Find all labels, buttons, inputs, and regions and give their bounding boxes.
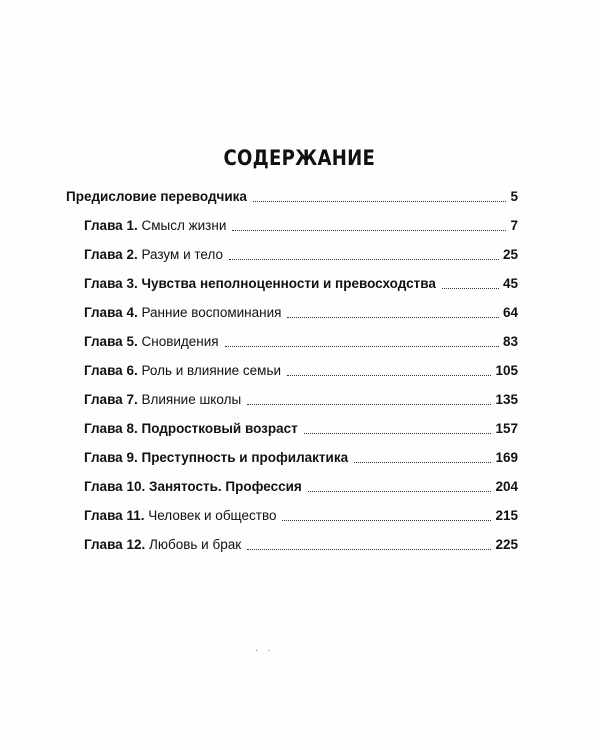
toc-entry-page: 204 [495, 479, 518, 494]
dot-leader [287, 317, 499, 318]
toc-entry-chapter-8 [84, 419, 518, 439]
toc-entry-title: Сновидения [141, 334, 219, 349]
toc-entry-chapter: Глава 1. [84, 218, 138, 233]
toc-entry-page: 105 [495, 363, 518, 378]
toc-entry-chapter: Глава 9. [84, 450, 138, 465]
toc-entry-title: Предисловие переводчика [66, 189, 247, 204]
page-title: СОДЕРЖАНИЕ [223, 146, 376, 170]
dot-leader [225, 346, 499, 347]
toc-entry-chapter: Глава 6. [84, 363, 138, 378]
toc-entry-page: 45 [502, 276, 518, 291]
toc-entry-chapter-1 [84, 216, 518, 236]
toc-entry-label [84, 245, 223, 265]
dot-leader [247, 549, 491, 550]
toc-entry-chapter: Глава 10. [84, 479, 146, 494]
toc-entry-label [84, 390, 241, 410]
toc-entry-title: Подростковый возраст [141, 421, 298, 436]
toc-entry-title: Преступность и профилактика [141, 450, 349, 465]
toc-entry-chapter-3 [84, 274, 518, 294]
dot-leader [442, 288, 499, 289]
toc-entry-page: 83 [502, 334, 518, 349]
toc-entry-chapter: Глава 12. [84, 537, 146, 552]
toc-entry-page: 169 [495, 450, 518, 465]
dot-leader [354, 462, 491, 463]
print-speck-mark: · · [255, 645, 274, 656]
toc-entry-title: Занятость. Профессия [148, 479, 302, 494]
toc-entry-title: Влияние школы [141, 392, 242, 407]
toc-entry-page: 225 [495, 537, 518, 552]
toc-entry-chapter: Глава 5. [84, 334, 138, 349]
toc-entry-page: 135 [495, 392, 518, 407]
toc-entry-page: 5 [510, 189, 518, 204]
toc-entry-preface [66, 187, 518, 207]
toc-entry-chapter-12 [84, 535, 518, 555]
toc-entry-title: Роль и влияние семьи [141, 363, 282, 378]
dot-leader [247, 404, 491, 405]
toc-entry-chapter-7 [84, 390, 518, 410]
toc-entry-page: 25 [502, 247, 518, 262]
dot-leader [304, 433, 492, 434]
toc-entry-label [84, 303, 281, 323]
toc-entry-chapter-4 [84, 303, 518, 323]
toc-entry-label [84, 448, 348, 468]
dot-leader [308, 491, 492, 492]
toc-entry-chapter-6 [84, 361, 518, 381]
toc-entry-chapter-11 [84, 506, 518, 526]
toc-entry-page: 215 [495, 508, 518, 523]
toc-entry-title: Разум и тело [141, 247, 223, 262]
toc-entry-page: 157 [495, 421, 518, 436]
toc-entry-page: 7 [510, 218, 518, 233]
toc-entry-label [84, 216, 226, 236]
toc-entry-chapter: Глава 11. [84, 508, 145, 523]
toc-entry-chapter-10 [84, 477, 518, 497]
toc-entry-title: Чувства неполноценности и превосходства [141, 276, 436, 291]
toc-entry-chapter-5 [84, 332, 518, 352]
toc-entry-title: Человек и общество [148, 508, 277, 523]
toc-entry-label [84, 361, 281, 381]
dot-leader [229, 259, 499, 260]
toc-entry-label [66, 187, 247, 207]
toc-entry-label [84, 477, 302, 497]
toc-entry-chapter-9 [84, 448, 518, 468]
dot-leader [282, 520, 491, 521]
toc-entry-chapter: Глава 2. [84, 247, 138, 262]
toc-entry-label [84, 419, 298, 439]
toc-entry-page: 64 [502, 305, 518, 320]
toc-entry-label [84, 332, 219, 352]
toc-entry-title: Смысл жизни [141, 218, 227, 233]
toc-entry-chapter-2 [84, 245, 518, 265]
toc-entry-title: Любовь и брак [148, 537, 242, 552]
toc-entry-chapter: Глава 4. [84, 305, 138, 320]
toc-entry-title: Ранние воспоминания [141, 305, 282, 320]
toc-entry-label [84, 535, 241, 555]
toc-entry-chapter: Глава 3. [84, 276, 138, 291]
dot-leader [253, 201, 507, 202]
dot-leader [232, 230, 506, 231]
toc-entry-label [84, 274, 436, 294]
toc-entry-label [84, 506, 276, 526]
toc-entry-chapter: Глава 8. [84, 421, 138, 436]
toc-entry-chapter: Глава 7. [84, 392, 138, 407]
dot-leader [287, 375, 491, 376]
